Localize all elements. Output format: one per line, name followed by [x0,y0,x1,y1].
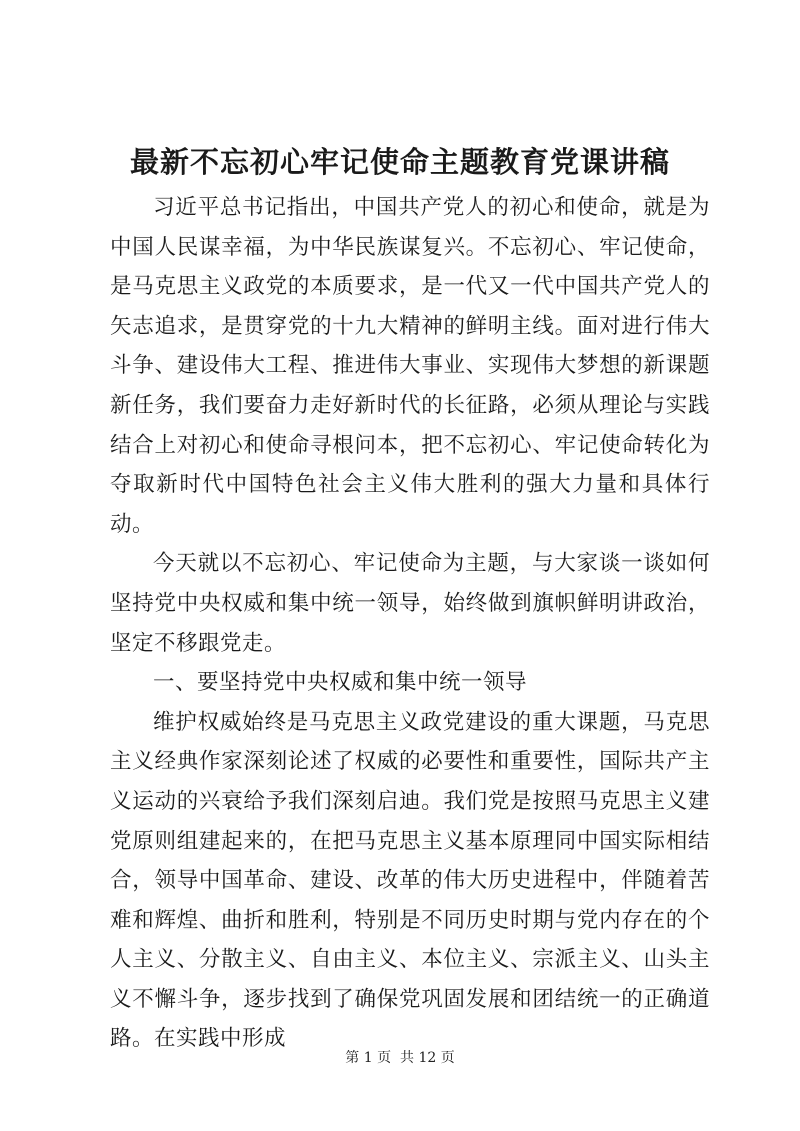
page-number: 第 1 页 共 12 页 [345,1050,455,1066]
document-title: 最新不忘初心牢记使命主题教育党课讲稿 [129,145,670,179]
page-footer [0,1048,800,1068]
paragraph: 习近平总书记指出，中国共产党人的初心和使命，就是为中国人民谋幸福，为中华民族谋复兴。不忘初心、牢记使命，是马克思主义政党的本质要求，是一代又一代中国共产党人的矢志追求，是贯穿党的十九大精神的鲜明主线。面对进行伟大斗争、建设伟大工程、推进伟大事业、实现伟大梦想的新课题新任务，我们要奋力走好新时代的长征路，必须从理论与实践结合上对初心和使命寻根问本，把不忘初心、牢记使命转化为夺取新时代中国特色社会主义伟大胜利的强大力量和具体行动。 [110,195,710,537]
document-body [110,188,710,1059]
section-heading: 一、要坚持党中央权威和集中统一领导 [153,670,528,696]
paragraph: 今天就以不忘初心、牢记使命为主题，与大家谈一谈如何坚持党中央权威和集中统一领导，始终做到旗帜鲜明讲政治，坚定不移跟党走。 [110,551,710,656]
paragraph: 维护权威始终是马克思主义政党建设的重大课题，马克思主义经典作家深刻论述了权威的必要性和重要性，国际共产主义运动的兴衰给予我们深刻启迪。我们党是按照马克思主义建党原则组建起来的，在把马克思主义基本原理同中国实际相结合，领导中国革命、建设、改革的伟大历史进程中，伴随着苦难和辉煌、曲折和胜利，特别是不同历史时期与党内存在的个人主义、分散主义、自由主义、本位主义、宗派主义、山头主义不懈斗争，逐步找到了确保党巩固发展和团结统一的正确道路。在实践中形成 [110,709,710,1052]
